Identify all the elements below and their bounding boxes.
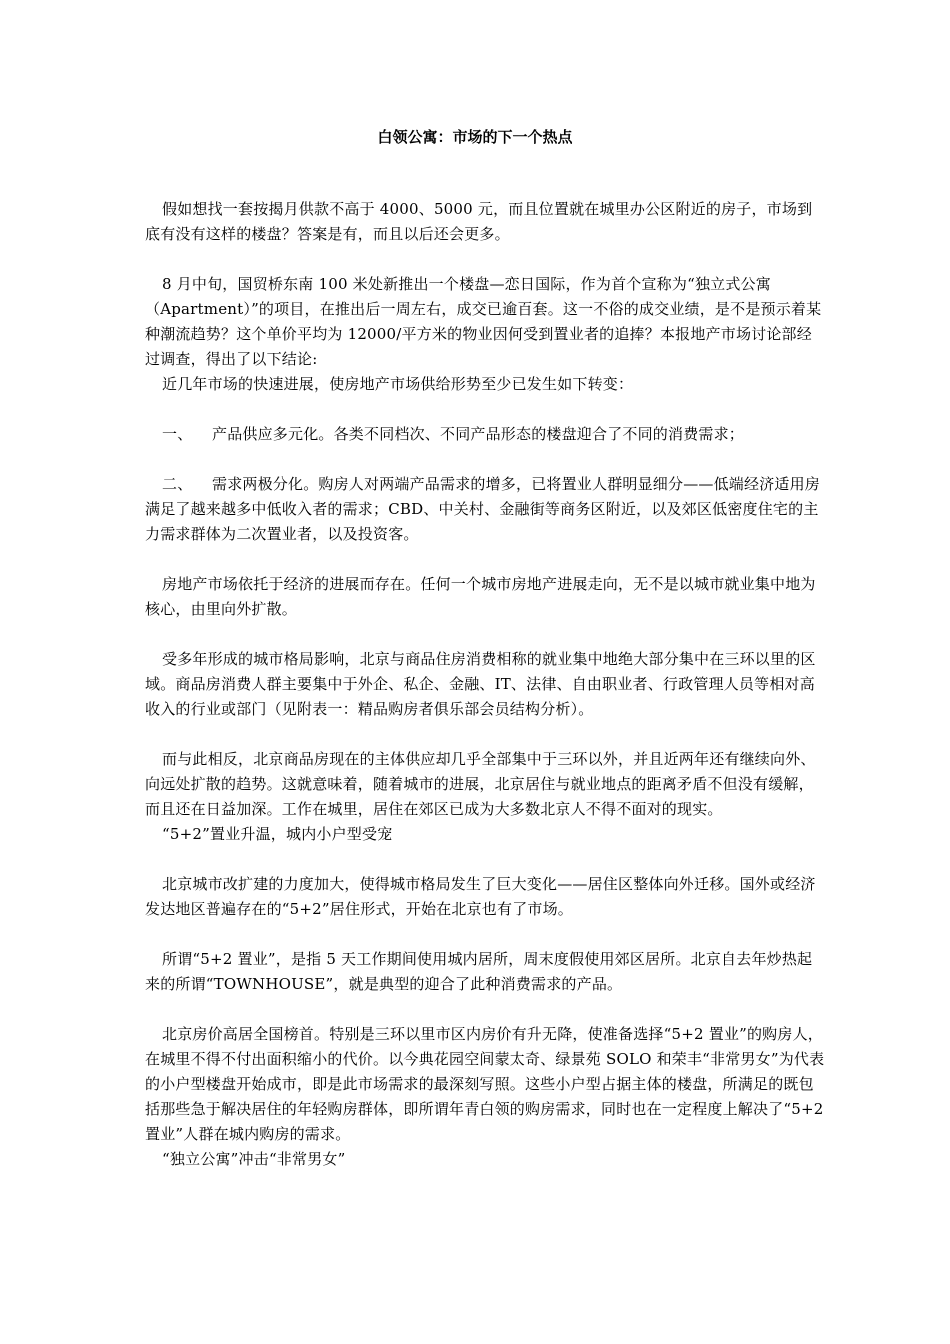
paragraph-gap (145, 997, 825, 1022)
paragraph-gap (145, 922, 825, 947)
section-heading-apartment: “独立公寓”冲击“非常男女” (162, 1150, 346, 1168)
document-title: 白领公寓：市场的下一个热点 (377, 128, 573, 146)
paragraph-economy: 房地产市场依托于经济的进展而存在。任何一个城市房地产进展走向，无不是以城市就业集中地为核心，由里向外扩散。 (145, 575, 816, 618)
paragraph-gap (145, 247, 825, 272)
paragraph-gap (145, 847, 825, 872)
paragraph-intro: 假如想找一套按揭月供款不高于 4000、5000 元，而且位置就在城里办公区附近的房子，市场到底有没有这样的楼盘？答案是有，而且以后还会更多。 (145, 200, 813, 243)
list-item-1 (145, 422, 825, 447)
paragraph-gap (145, 397, 825, 422)
list-number: 二、 (162, 475, 193, 493)
paragraph-gap (145, 622, 825, 647)
paragraph-gap (145, 447, 825, 472)
paragraph-expansion: 北京城市改扩建的力度加大，使得城市格局发生了巨大变化——居住区整体向外迁移。国外或经济发达地区普遍存在的“5+2”居住形式，开始在北京也有了市场。 (145, 875, 816, 918)
paragraph-supply: 而与此相反，北京商品房现在的主体供应却几乎全部集中于三环以外，并且近两年还有继续向外、向远处扩散的趋势。这就意味着，随着城市的进展，北京居住与就业地点的距离矛盾不但没有缓解，而且还在日益加深。工作在城里，居住在郊区已成为大多数北京人不得不面对的现实。 (145, 750, 816, 818)
paragraph-5plus2-definition: 所谓“5+2 置业”，是指 5 天工作期间使用城内居所，周末度假使用郊区居所。北京自去年炒热起来的所谓“TOWNHOUSE”，就是典型的迎合了此种消费需求的产品。 (145, 950, 813, 993)
list-item-2 (145, 472, 825, 547)
document-body (145, 197, 825, 1172)
paragraph-city-layout: 受多年形成的城市格局影响，北京与商品住房消费相称的就业集中地绝大部分集中在三环以里的区域。商品房消费人群主要集中于外企、私企、金融、IT、法律、自由职业者、行政管理人员等相对高收入的行业或部门（见附表一：精品购房者俱乐部会员结构分析）。 (145, 650, 816, 718)
list-text: 需求两极分化。购房人对两端产品需求的增多，已将置业人群明显细分——低端经济适用房满足了越来越多中低收入者的需求；CBD、中关村、金融街等商务区附近，以及郊区低密度住宅的主力需求群体为二次置业者，以及投资客。 (145, 475, 821, 543)
paragraph-project: 8 月中旬，国贸桥东南 100 米处新推出一个楼盘—恋日国际，作为首个宣称为“独立式公寓（Apartment）”的项目，在推出后一周左右，成交已逾百套。这一不俗的成交业绩，是不是预示着某种潮流趋势？这个单价平均为 12000/平方米的物业因何受到置业者的追捧？本报地产市场讨论部经过调查，得出了以下结论: (145, 275, 822, 368)
paragraph-gap (145, 547, 825, 572)
list-number: 一、 (162, 425, 193, 443)
paragraph-market-change: 近几年市场的快速进展，使房地产市场供给形势至少已发生如下转变： (162, 375, 634, 393)
section-heading-5plus2: “5+2”置业升温，城内小户型受宠 (162, 825, 393, 843)
paragraph-gap (145, 722, 825, 747)
list-text: 产品供应多元化。各类不同档次、不同产品形态的楼盘迎合了不同的消费需求； (212, 425, 745, 443)
paragraph-housing-price: 北京房价高居全国榜首。特别是三环以里市区内房价有升无降，使准备选择“5+2 置业”的购房人，在城里不得不付出面积缩小的代价。以今典花园空间蒙太奇、绿景苑 SOLO 和荣丰“非常男女”为代表的小户型楼盘开始成市，即是此市场需求的最深刻写照。这些小户型占据主体的楼盘，所满足的既包括那些急于解决居住的年轻购房群体，即所谓年青白领的购房需求，同时也在一定程度上解决了“5+2 置业”人群在城内购房的需求。 (145, 1025, 825, 1143)
